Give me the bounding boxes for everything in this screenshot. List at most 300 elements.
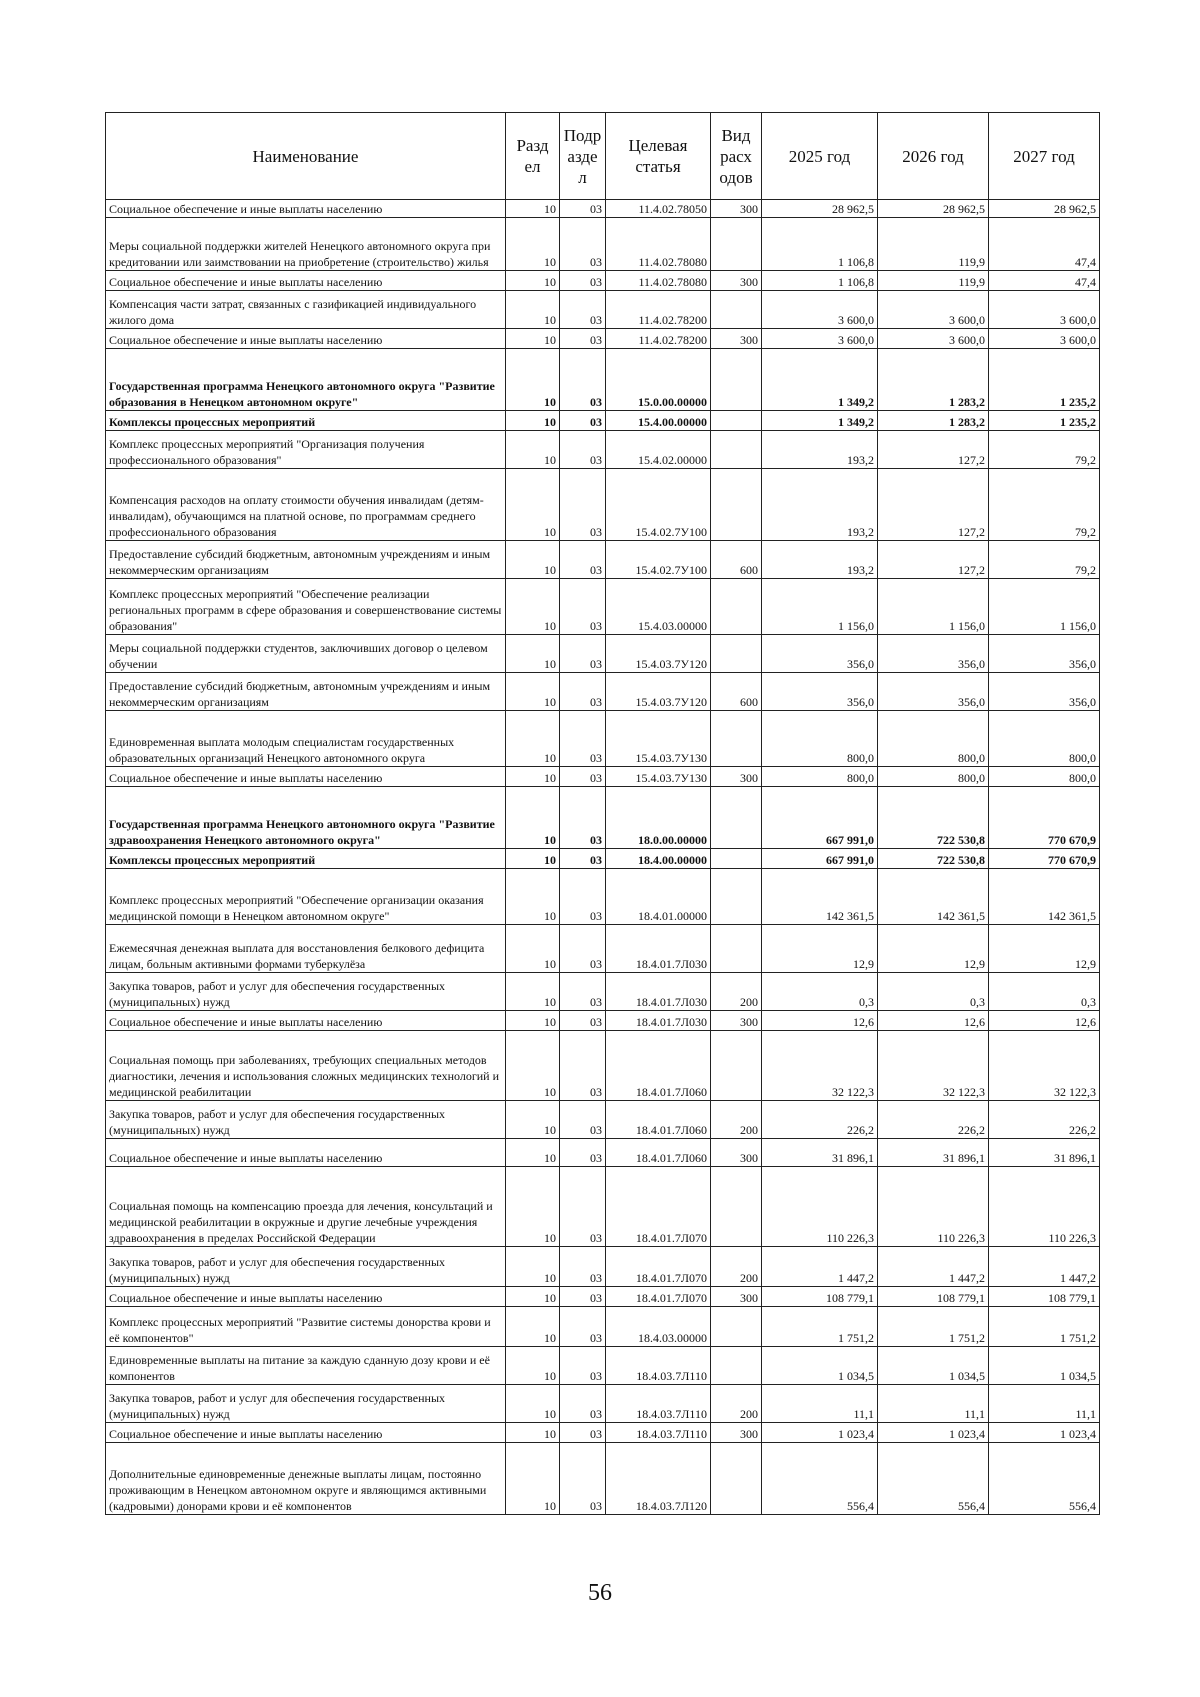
cell-value-2025: 1 349,2 [762, 349, 878, 411]
cell-value-2027: 110 226,3 [989, 1167, 1100, 1247]
cell-name: Закупка товаров, работ и услуг для обеспечения государственных (муниципальных) нужд [106, 1385, 506, 1423]
cell-razdel: 10 [506, 1423, 560, 1443]
cell-name: Компенсация расходов на оплату стоимости обучения инвалидам (детям-инвалидам), обучающимся на платной основе, по программам среднего профессионального образования [106, 469, 506, 541]
cell-podrazdel: 03 [560, 218, 606, 271]
cell-value-2027: 11,1 [989, 1385, 1100, 1423]
cell-podrazdel: 03 [560, 1443, 606, 1515]
cell-name: Социальная помощь на компенсацию проезда для лечения, консультаций и медицинской реабилитации в окружные и другие лечебные учреждения здравоохранения в пределах Российской Федерации [106, 1167, 506, 1247]
cell-tselevaya-statya: 15.4.02.7У100 [606, 541, 711, 579]
cell-podrazdel: 03 [560, 541, 606, 579]
cell-vid-rashodov: 300 [711, 271, 762, 291]
cell-razdel: 10 [506, 1139, 560, 1167]
cell-value-2026: 108 779,1 [878, 1287, 989, 1307]
cell-tselevaya-statya: 15.4.03.7У120 [606, 673, 711, 711]
cell-tselevaya-statya: 11.4.02.78200 [606, 329, 711, 349]
cell-vid-rashodov: 300 [711, 1423, 762, 1443]
cell-value-2026: 119,9 [878, 218, 989, 271]
cell-value-2025: 356,0 [762, 635, 878, 673]
cell-value-2027: 79,2 [989, 431, 1100, 469]
header-tselevaya-statya: Целевая статья [606, 113, 711, 200]
cell-tselevaya-statya: 18.4.03.7Л110 [606, 1423, 711, 1443]
table-row [106, 1011, 1100, 1031]
cell-razdel: 10 [506, 787, 560, 849]
cell-podrazdel: 03 [560, 411, 606, 431]
header-year-2027: 2027 год [989, 113, 1100, 200]
cell-value-2026: 110 226,3 [878, 1167, 989, 1247]
cell-value-2026: 556,4 [878, 1443, 989, 1515]
table-row [106, 200, 1100, 218]
table-row [106, 431, 1100, 469]
cell-name: Комплекс процессных мероприятий "Организация получения профессионального образования" [106, 431, 506, 469]
cell-vid-rashodov: 200 [711, 973, 762, 1011]
table-row [106, 349, 1100, 411]
cell-value-2026: 127,2 [878, 469, 989, 541]
cell-razdel: 10 [506, 849, 560, 869]
cell-vid-rashodov [711, 411, 762, 431]
cell-vid-rashodov: 300 [711, 767, 762, 787]
cell-podrazdel: 03 [560, 1011, 606, 1031]
cell-value-2025: 28 962,5 [762, 200, 878, 218]
cell-tselevaya-statya: 18.4.01.7Л060 [606, 1031, 711, 1101]
table-row [106, 1307, 1100, 1347]
cell-name: Государственная программа Ненецкого автономного округа "Развитие образования в Ненецком автономном округе" [106, 349, 506, 411]
header-podrazdel: Подр азде л [560, 113, 606, 200]
cell-name: Компенсация части затрат, связанных с газификацией индивидуального жилого дома [106, 291, 506, 329]
cell-vid-rashodov [711, 431, 762, 469]
cell-razdel: 10 [506, 1031, 560, 1101]
table-row [106, 271, 1100, 291]
cell-tselevaya-statya: 15.4.03.7У120 [606, 635, 711, 673]
cell-value-2027: 3 600,0 [989, 329, 1100, 349]
cell-name: Ежемесячная денежная выплата для восстановления белкового дефицита лицам, больным активными формами туберкулёза [106, 925, 506, 973]
cell-podrazdel: 03 [560, 673, 606, 711]
cell-vid-rashodov: 200 [711, 1385, 762, 1423]
cell-value-2026: 226,2 [878, 1101, 989, 1139]
cell-tselevaya-statya: 18.4.03.7Л110 [606, 1347, 711, 1385]
cell-podrazdel: 03 [560, 271, 606, 291]
cell-value-2025: 356,0 [762, 673, 878, 711]
cell-value-2026: 1 023,4 [878, 1423, 989, 1443]
cell-vid-rashodov: 200 [711, 1247, 762, 1287]
cell-value-2026: 1 447,2 [878, 1247, 989, 1287]
cell-value-2027: 356,0 [989, 673, 1100, 711]
cell-name: Меры социальной поддержки жителей Ненецкого автономного округа при кредитовании или заимствовании на приобретение (строительство) жилья [106, 218, 506, 271]
cell-tselevaya-statya: 15.4.03.7У130 [606, 711, 711, 767]
cell-name: Социальное обеспечение и иные выплаты населению [106, 1139, 506, 1167]
cell-podrazdel: 03 [560, 349, 606, 411]
cell-value-2026: 12,6 [878, 1011, 989, 1031]
cell-tselevaya-statya: 18.4.01.7Л070 [606, 1247, 711, 1287]
table-row [106, 787, 1100, 849]
cell-tselevaya-statya: 18.4.01.7Л030 [606, 925, 711, 973]
table-row [106, 541, 1100, 579]
cell-podrazdel: 03 [560, 579, 606, 635]
cell-name: Социальное обеспечение и иные выплаты населению [106, 271, 506, 291]
cell-tselevaya-statya: 18.4.01.7Л060 [606, 1139, 711, 1167]
cell-tselevaya-statya: 15.4.03.7У130 [606, 767, 711, 787]
cell-value-2025: 556,4 [762, 1443, 878, 1515]
cell-name: Комплексы процессных мероприятий [106, 411, 506, 431]
cell-razdel: 10 [506, 579, 560, 635]
table-row [106, 1423, 1100, 1443]
cell-value-2025: 1 106,8 [762, 218, 878, 271]
cell-razdel: 10 [506, 711, 560, 767]
cell-razdel: 10 [506, 1443, 560, 1515]
header-razdel: Разд ел [506, 113, 560, 200]
cell-name: Комплекс процессных мероприятий "Развитие системы донорства крови и её компонентов" [106, 1307, 506, 1347]
cell-razdel: 10 [506, 431, 560, 469]
cell-value-2026: 32 122,3 [878, 1031, 989, 1101]
cell-value-2025: 1 023,4 [762, 1423, 878, 1443]
cell-tselevaya-statya: 18.4.03.7Л110 [606, 1385, 711, 1423]
cell-vid-rashodov [711, 1307, 762, 1347]
cell-tselevaya-statya: 11.4.02.78080 [606, 218, 711, 271]
cell-podrazdel: 03 [560, 849, 606, 869]
cell-razdel: 10 [506, 767, 560, 787]
cell-vid-rashodov [711, 635, 762, 673]
cell-value-2027: 79,2 [989, 541, 1100, 579]
cell-value-2025: 193,2 [762, 431, 878, 469]
cell-tselevaya-statya: 11.4.02.78200 [606, 291, 711, 329]
cell-podrazdel: 03 [560, 1385, 606, 1423]
cell-tselevaya-statya: 18.4.01.7Л030 [606, 1011, 711, 1031]
cell-razdel: 10 [506, 1307, 560, 1347]
cell-name: Дополнительные единовременные денежные выплаты лицам, постоянно проживающим в Ненецком автономном округе и являющимся активными (кадровыми) донорами крови и её компонентов [106, 1443, 506, 1515]
cell-tselevaya-statya: 15.4.02.7У100 [606, 469, 711, 541]
cell-name: Закупка товаров, работ и услуг для обеспечения государственных (муниципальных) нужд [106, 1101, 506, 1139]
cell-name: Социальная помощь при заболеваниях, требующих специальных методов диагностики, лечения и использования сложных медицинских технологий и медицинской реабилитации [106, 1031, 506, 1101]
cell-razdel: 10 [506, 1347, 560, 1385]
table-row [106, 635, 1100, 673]
cell-podrazdel: 03 [560, 1101, 606, 1139]
cell-podrazdel: 03 [560, 635, 606, 673]
cell-tselevaya-statya: 18.4.03.7Л120 [606, 1443, 711, 1515]
cell-value-2027: 108 779,1 [989, 1287, 1100, 1307]
cell-name: Социальное обеспечение и иные выплаты населению [106, 329, 506, 349]
table-header-row [106, 113, 1100, 200]
cell-value-2026: 800,0 [878, 711, 989, 767]
cell-razdel: 10 [506, 973, 560, 1011]
cell-name: Социальное обеспечение и иные выплаты населению [106, 1011, 506, 1031]
cell-value-2027: 1 447,2 [989, 1247, 1100, 1287]
cell-razdel: 10 [506, 1287, 560, 1307]
cell-razdel: 10 [506, 291, 560, 329]
cell-value-2025: 110 226,3 [762, 1167, 878, 1247]
page-number: 56 [588, 1580, 612, 1606]
table-row [106, 973, 1100, 1011]
cell-name: Комплекс процессных мероприятий "Обеспечение организации оказания медицинской помощи в Ненецком автономном округе" [106, 869, 506, 925]
table-row [106, 1443, 1100, 1515]
cell-value-2025: 1 034,5 [762, 1347, 878, 1385]
cell-podrazdel: 03 [560, 711, 606, 767]
cell-podrazdel: 03 [560, 1031, 606, 1101]
cell-podrazdel: 03 [560, 469, 606, 541]
header-year-2026: 2026 год [878, 113, 989, 200]
cell-name: Комплекс процессных мероприятий "Обеспечение реализации региональных программ в сфере образования и совершенствование системы образования" [106, 579, 506, 635]
cell-podrazdel: 03 [560, 787, 606, 849]
table-row [106, 925, 1100, 973]
cell-value-2025: 11,1 [762, 1385, 878, 1423]
budget-table [105, 112, 1100, 1515]
cell-vid-rashodov [711, 349, 762, 411]
cell-value-2026: 1 034,5 [878, 1347, 989, 1385]
cell-value-2027: 800,0 [989, 711, 1100, 767]
table-body [106, 200, 1100, 1515]
cell-value-2027: 12,6 [989, 1011, 1100, 1031]
table-row [106, 1347, 1100, 1385]
header-vid-rashodov: Вид расх одов [711, 113, 762, 200]
cell-value-2025: 193,2 [762, 541, 878, 579]
cell-razdel: 10 [506, 218, 560, 271]
cell-value-2027: 12,9 [989, 925, 1100, 973]
cell-vid-rashodov: 200 [711, 1101, 762, 1139]
cell-value-2027: 28 962,5 [989, 200, 1100, 218]
cell-name: Предоставление субсидий бюджетным, автономным учреждениям и иным некоммерческим организациям [106, 541, 506, 579]
cell-value-2025: 1 751,2 [762, 1307, 878, 1347]
cell-tselevaya-statya: 15.4.03.00000 [606, 579, 711, 635]
cell-tselevaya-statya: 18.4.01.7Л070 [606, 1287, 711, 1307]
cell-value-2025: 1 447,2 [762, 1247, 878, 1287]
table-row [106, 767, 1100, 787]
table-row [106, 869, 1100, 925]
cell-podrazdel: 03 [560, 329, 606, 349]
cell-tselevaya-statya: 18.4.01.7Л070 [606, 1167, 711, 1247]
cell-name: Закупка товаров, работ и услуг для обеспечения государственных (муниципальных) нужд [106, 973, 506, 1011]
cell-value-2027: 1 023,4 [989, 1423, 1100, 1443]
header-name: Наименование [106, 113, 506, 200]
cell-vid-rashodov: 600 [711, 673, 762, 711]
cell-razdel: 10 [506, 925, 560, 973]
cell-value-2026: 12,9 [878, 925, 989, 973]
cell-value-2026: 722 530,8 [878, 787, 989, 849]
cell-podrazdel: 03 [560, 869, 606, 925]
cell-tselevaya-statya: 18.4.01.00000 [606, 869, 711, 925]
cell-vid-rashodov [711, 579, 762, 635]
cell-podrazdel: 03 [560, 1167, 606, 1247]
cell-value-2026: 31 896,1 [878, 1139, 989, 1167]
cell-value-2026: 0,3 [878, 973, 989, 1011]
cell-value-2025: 12,9 [762, 925, 878, 973]
cell-value-2025: 193,2 [762, 469, 878, 541]
table-row [106, 329, 1100, 349]
cell-vid-rashodov [711, 218, 762, 271]
cell-vid-rashodov [711, 711, 762, 767]
cell-tselevaya-statya: 18.4.00.00000 [606, 849, 711, 869]
cell-value-2027: 32 122,3 [989, 1031, 1100, 1101]
cell-razdel: 10 [506, 1011, 560, 1031]
cell-vid-rashodov [711, 1031, 762, 1101]
cell-name: Государственная программа Ненецкого автономного округа "Развитие здравоохранения Ненецкого автономного округа" [106, 787, 506, 849]
cell-tselevaya-statya: 11.4.02.78080 [606, 271, 711, 291]
cell-razdel: 10 [506, 1101, 560, 1139]
cell-value-2026: 800,0 [878, 767, 989, 787]
cell-vid-rashodov [711, 869, 762, 925]
cell-value-2027: 47,4 [989, 271, 1100, 291]
cell-value-2026: 127,2 [878, 541, 989, 579]
cell-value-2027: 31 896,1 [989, 1139, 1100, 1167]
cell-name: Меры социальной поддержки студентов, заключивших договор о целевом обучении [106, 635, 506, 673]
cell-value-2025: 667 991,0 [762, 849, 878, 869]
cell-value-2026: 356,0 [878, 635, 989, 673]
cell-vid-rashodov [711, 1347, 762, 1385]
cell-value-2025: 108 779,1 [762, 1287, 878, 1307]
table-row [106, 849, 1100, 869]
cell-value-2027: 47,4 [989, 218, 1100, 271]
cell-vid-rashodov [711, 925, 762, 973]
cell-value-2027: 1 235,2 [989, 349, 1100, 411]
table-row [106, 1139, 1100, 1167]
cell-value-2026: 142 361,5 [878, 869, 989, 925]
cell-podrazdel: 03 [560, 1347, 606, 1385]
cell-name: Социальное обеспечение и иные выплаты населению [106, 1423, 506, 1443]
cell-name: Закупка товаров, работ и услуг для обеспечения государственных (муниципальных) нужд [106, 1247, 506, 1287]
cell-value-2027: 0,3 [989, 973, 1100, 1011]
cell-razdel: 10 [506, 349, 560, 411]
cell-value-2025: 3 600,0 [762, 329, 878, 349]
cell-name: Единовременная выплата молодым специалистам государственных образовательных организаций Ненецкого автономного округа [106, 711, 506, 767]
cell-value-2025: 0,3 [762, 973, 878, 1011]
cell-name: Комплексы процессных мероприятий [106, 849, 506, 869]
cell-value-2027: 556,4 [989, 1443, 1100, 1515]
cell-value-2027: 1 156,0 [989, 579, 1100, 635]
cell-podrazdel: 03 [560, 200, 606, 218]
cell-tselevaya-statya: 15.4.00.00000 [606, 411, 711, 431]
cell-vid-rashodov [711, 787, 762, 849]
cell-value-2025: 1 349,2 [762, 411, 878, 431]
cell-razdel: 10 [506, 271, 560, 291]
cell-value-2027: 770 670,9 [989, 787, 1100, 849]
cell-name: Социальное обеспечение и иные выплаты населению [106, 1287, 506, 1307]
cell-value-2026: 28 962,5 [878, 200, 989, 218]
cell-value-2027: 1 235,2 [989, 411, 1100, 431]
cell-razdel: 10 [506, 329, 560, 349]
cell-razdel: 10 [506, 1247, 560, 1287]
cell-vid-rashodov: 300 [711, 1287, 762, 1307]
cell-value-2027: 142 361,5 [989, 869, 1100, 925]
cell-razdel: 10 [506, 1385, 560, 1423]
cell-vid-rashodov [711, 1167, 762, 1247]
cell-podrazdel: 03 [560, 1423, 606, 1443]
cell-value-2025: 3 600,0 [762, 291, 878, 329]
cell-podrazdel: 03 [560, 767, 606, 787]
table-row [106, 579, 1100, 635]
cell-tselevaya-statya: 18.4.01.7Л030 [606, 973, 711, 1011]
cell-vid-rashodov: 300 [711, 1011, 762, 1031]
cell-razdel: 10 [506, 869, 560, 925]
cell-value-2026: 1 156,0 [878, 579, 989, 635]
cell-podrazdel: 03 [560, 291, 606, 329]
table-row [106, 469, 1100, 541]
cell-vid-rashodov [711, 291, 762, 329]
cell-value-2027: 1 034,5 [989, 1347, 1100, 1385]
cell-value-2025: 800,0 [762, 767, 878, 787]
cell-name: Социальное обеспечение и иные выплаты населению [106, 200, 506, 218]
cell-value-2026: 722 530,8 [878, 849, 989, 869]
cell-podrazdel: 03 [560, 1307, 606, 1347]
table-row [106, 1247, 1100, 1287]
cell-razdel: 10 [506, 469, 560, 541]
cell-value-2026: 1 751,2 [878, 1307, 989, 1347]
cell-value-2025: 12,6 [762, 1011, 878, 1031]
cell-value-2027: 3 600,0 [989, 291, 1100, 329]
table-row [106, 1167, 1100, 1247]
cell-name: Социальное обеспечение и иные выплаты населению [106, 767, 506, 787]
cell-tselevaya-statya: 15.4.02.00000 [606, 431, 711, 469]
cell-value-2026: 3 600,0 [878, 291, 989, 329]
cell-value-2027: 226,2 [989, 1101, 1100, 1139]
cell-value-2026: 356,0 [878, 673, 989, 711]
cell-value-2025: 32 122,3 [762, 1031, 878, 1101]
cell-value-2027: 1 751,2 [989, 1307, 1100, 1347]
table-row [106, 411, 1100, 431]
cell-value-2025: 226,2 [762, 1101, 878, 1139]
cell-value-2027: 800,0 [989, 767, 1100, 787]
cell-name: Предоставление субсидий бюджетным, автономным учреждениям и иным некоммерческим организациям [106, 673, 506, 711]
cell-vid-rashodov: 300 [711, 329, 762, 349]
cell-vid-rashodov: 300 [711, 200, 762, 218]
cell-razdel: 10 [506, 673, 560, 711]
table-row [106, 1101, 1100, 1139]
cell-tselevaya-statya: 15.0.00.00000 [606, 349, 711, 411]
cell-tselevaya-statya: 18.4.03.00000 [606, 1307, 711, 1347]
cell-tselevaya-statya: 18.4.01.7Л060 [606, 1101, 711, 1139]
cell-razdel: 10 [506, 1167, 560, 1247]
cell-value-2025: 667 991,0 [762, 787, 878, 849]
cell-podrazdel: 03 [560, 431, 606, 469]
table-row [106, 1031, 1100, 1101]
cell-value-2026: 127,2 [878, 431, 989, 469]
cell-vid-rashodov: 300 [711, 1139, 762, 1167]
cell-vid-rashodov [711, 849, 762, 869]
cell-razdel: 10 [506, 411, 560, 431]
cell-value-2025: 1 106,8 [762, 271, 878, 291]
cell-vid-rashodov [711, 469, 762, 541]
cell-tselevaya-statya: 18.0.00.00000 [606, 787, 711, 849]
cell-value-2026: 1 283,2 [878, 349, 989, 411]
cell-podrazdel: 03 [560, 925, 606, 973]
cell-value-2026: 119,9 [878, 271, 989, 291]
cell-razdel: 10 [506, 635, 560, 673]
cell-tselevaya-statya: 11.4.02.78050 [606, 200, 711, 218]
cell-value-2025: 31 896,1 [762, 1139, 878, 1167]
cell-vid-rashodov [711, 1443, 762, 1515]
cell-value-2027: 79,2 [989, 469, 1100, 541]
table-row [106, 291, 1100, 329]
cell-razdel: 10 [506, 541, 560, 579]
table-row [106, 673, 1100, 711]
table-row [106, 1385, 1100, 1423]
table-row [106, 1287, 1100, 1307]
cell-podrazdel: 03 [560, 1139, 606, 1167]
header-year-2025: 2025 год [762, 113, 878, 200]
cell-value-2025: 800,0 [762, 711, 878, 767]
cell-value-2025: 1 156,0 [762, 579, 878, 635]
cell-name: Единовременные выплаты на питание за каждую сданную дозу крови и её компонентов [106, 1347, 506, 1385]
table-row [106, 711, 1100, 767]
cell-value-2027: 356,0 [989, 635, 1100, 673]
cell-value-2025: 142 361,5 [762, 869, 878, 925]
cell-value-2026: 1 283,2 [878, 411, 989, 431]
table-row [106, 218, 1100, 271]
cell-value-2027: 770 670,9 [989, 849, 1100, 869]
cell-podrazdel: 03 [560, 973, 606, 1011]
cell-vid-rashodov: 600 [711, 541, 762, 579]
cell-value-2026: 11,1 [878, 1385, 989, 1423]
cell-razdel: 10 [506, 200, 560, 218]
cell-podrazdel: 03 [560, 1247, 606, 1287]
cell-value-2026: 3 600,0 [878, 329, 989, 349]
cell-podrazdel: 03 [560, 1287, 606, 1307]
